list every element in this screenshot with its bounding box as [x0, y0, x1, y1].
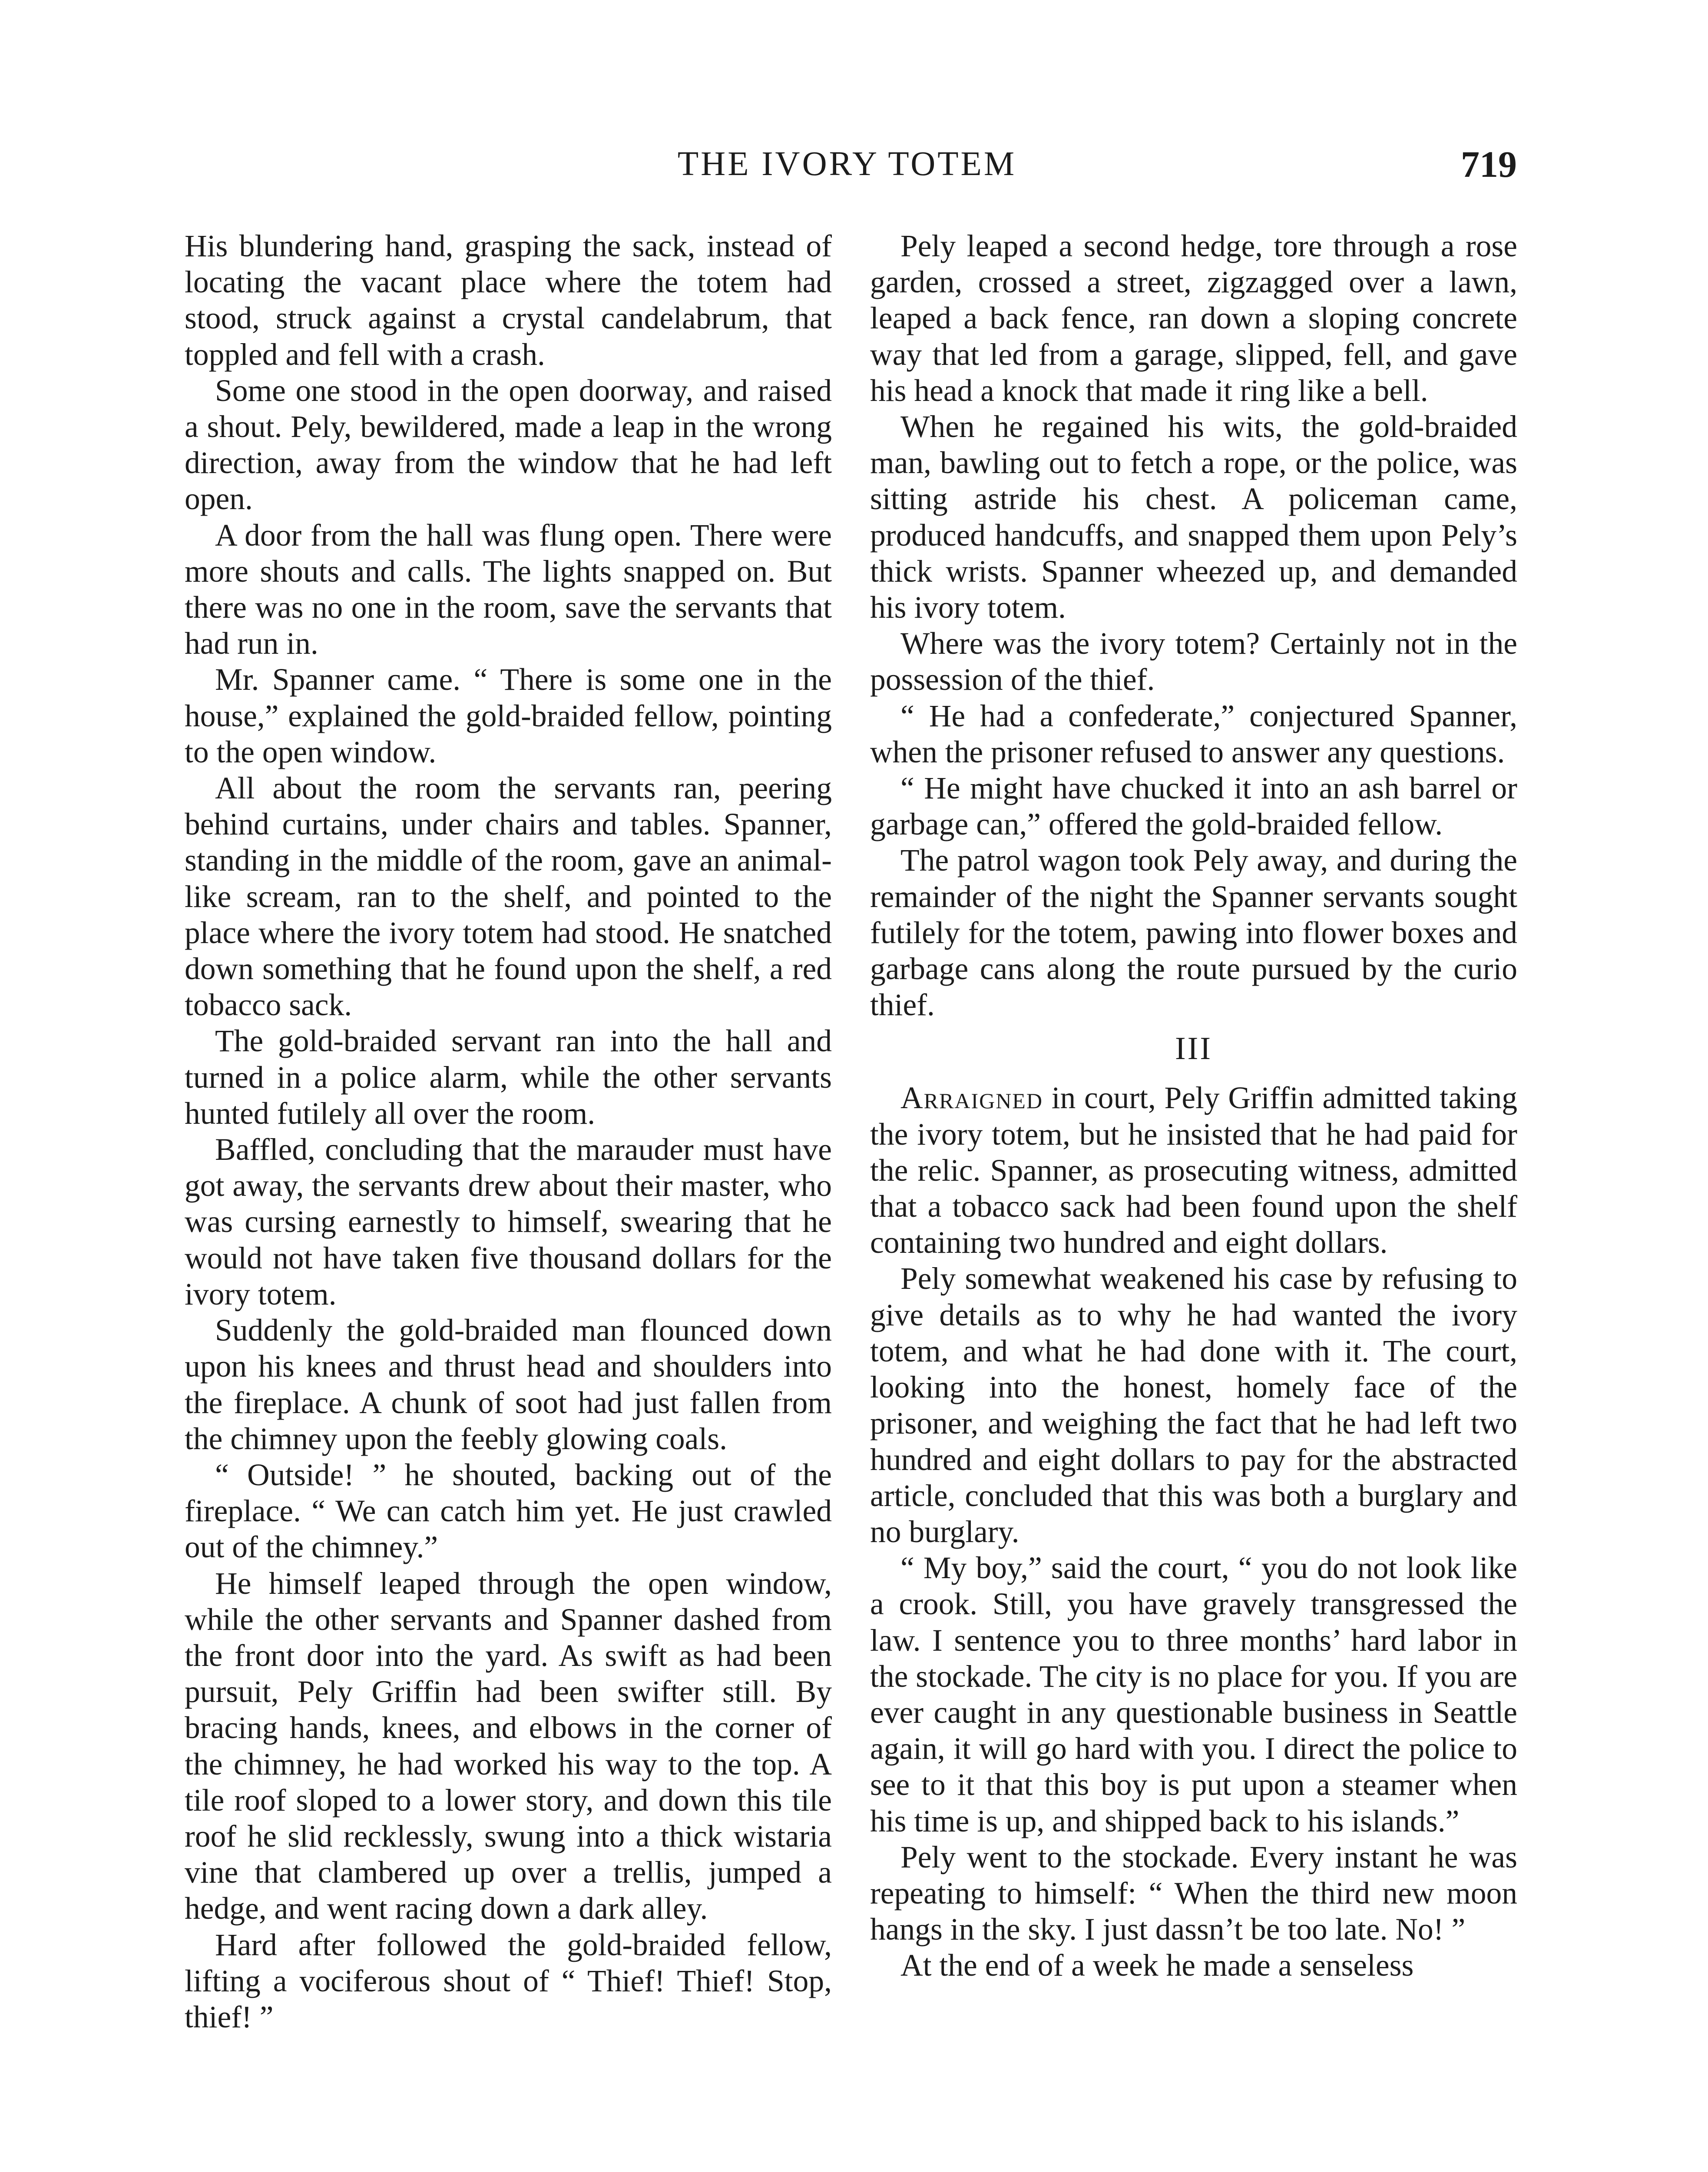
section-lead-word: Arraigned [900, 1081, 1043, 1116]
paragraph: All about the room the servants ran, peering behind curtains, under chairs and tables. Spanner, standing in the middle of the room, gave an animal-like scream, ran to the shelf, and pointed to the place where the ivory totem had stood. He snatched down something that he found upon the shelf, a red tobacco sack. [185, 771, 832, 1023]
paragraph: Hard after followed the gold-braided fellow, lifting a vociferous shout of “ Thief! Thief! Stop, thief! ” [185, 1927, 832, 2034]
paragraph: The patrol wagon took Pely away, and during the remainder of the night the Spanner servants sought futilely for the totem, pawing into flower boxes and garbage cans along the route pursued by the curio thief. [870, 843, 1517, 1023]
paragraph: At the end of a week he made a senseless [900, 1948, 1414, 1983]
left-column [185, 228, 832, 2035]
running-title: THE IVORY TOTEM [677, 145, 1017, 183]
paragraph: Mr. Spanner came. “ There is some one in the house,” explained the gold-braided fellow, pointing to the open window. [185, 662, 832, 769]
page-number: 719 [1461, 143, 1517, 185]
section-opening-paragraph [870, 1080, 1517, 1261]
paragraph: “ He had a confederate,” conjectured Spanner, when the prisoner refused to answer any questions. [870, 699, 1517, 769]
paragraph: Suddenly the gold-braided man flounced down upon his knees and thrust head and shoulders into the fireplace. A chunk of soot had just fallen from the chimney upon the feebly glowing coals. [185, 1313, 832, 1456]
paragraph: Some one stood in the open doorway, and raised a shout. Pely, bewildered, made a leap in the wrong direction, away from the window that he had left open. [185, 373, 832, 517]
section-opening-text: in court, Pely Griffin admitted taking the ivory totem, but he insisted that he had paid for the relic. Spanner, as prosecuting witness, admitted that a tobacco sack had been found upon the shelf containing two hundred and eight dollars. [870, 1081, 1517, 1260]
paragraph: Pely leaped a second hedge, tore through a rose garden, crossed a street, zigzagged over a lawn, leaped a back fence, ran down a sloping concrete way that led from a garage, slipped, fell, and gave his head a knock that made it ring like a bell. [870, 229, 1517, 408]
right-column [870, 228, 1517, 1984]
running-head [0, 138, 1708, 190]
paragraph: “ My boy,” said the court, “ you do not look like a crook. Still, you have gravely transgressed the law. I sentence you to three months’ hard labor in the stockade. The city is no place for you. If you are ever caught in any questionable business in Seattle again, it will go hard with you. I direct the police to see to it that this boy is put upon a steamer when his time is up, and shipped back to his islands.” [870, 1551, 1517, 1838]
paragraph: He himself leaped through the open window, while the other servants and Spanner dashed from the front door into the yard. As swift as had been pursuit, Pely Griffin had been swifter still. By bracing hands, knees, and elbows in the corner of the chimney, he had worked his way to the top. A tile roof sloped to a lower story, and down this tile roof he slid recklessly, swung into a thick wistaria vine that clambered up over a trellis, jumped a hedge, and went racing down a dark alley. [185, 1566, 832, 1926]
paragraph: His blundering hand, grasping the sack, instead of locating the vacant place where the totem had stood, struck against a crystal candelabrum, that toppled and fell with a crash. [185, 229, 832, 372]
paragraph: “ He might have chucked it into an ash barrel or garbage can,” offered the gold-braided fellow. [870, 771, 1517, 842]
paragraph: Where was the ivory totem? Certainly not in the possession of the thief. [870, 626, 1517, 697]
paragraph: Pely somewhat weakened his case by refusing to give details as to why he had wanted the ivory totem, and what he had done with it. The court, looking into the honest, homely face of the prisoner, and weighing the fact that he had left two hundred and eight dollars to pay for the abstracted article, concluded that this was both a burglary and no burglary. [870, 1261, 1517, 1549]
paragraph: The gold-braided servant ran into the hall and turned in a police alarm, while the other servants hunted futilely all over the room. [185, 1024, 832, 1131]
paragraph: A door from the hall was flung open. There were more shouts and calls. The lights snapped on. But there was no one in the room, save the servants that had run in. [185, 518, 832, 661]
paragraph: “ Outside! ” he shouted, backing out of the fireplace. “ We can catch him yet. He just crawled out of the chimney.” [185, 1457, 832, 1565]
paragraph: When he regained his wits, the gold-braided man, bawling out to fetch a rope, or the police, was sitting astride his chest. A policeman came, produced handcuffs, and snapped them upon Pely’s thick wrists. Spanner wheezed up, and demanded his ivory totem. [870, 410, 1517, 625]
paragraph: Pely went to the stockade. Every instant he was repeating to himself: “ When the third new moon hangs in the sky. I just dassn’t be too late. No! ” [870, 1840, 1517, 1947]
paragraph: Baffled, concluding that the marauder must have got away, the servants drew about their master, who was cursing earnestly to himself, swearing that he would not have taken five thousand dollars for the ivory totem. [185, 1132, 832, 1311]
section-heading: III [1175, 1031, 1212, 1067]
